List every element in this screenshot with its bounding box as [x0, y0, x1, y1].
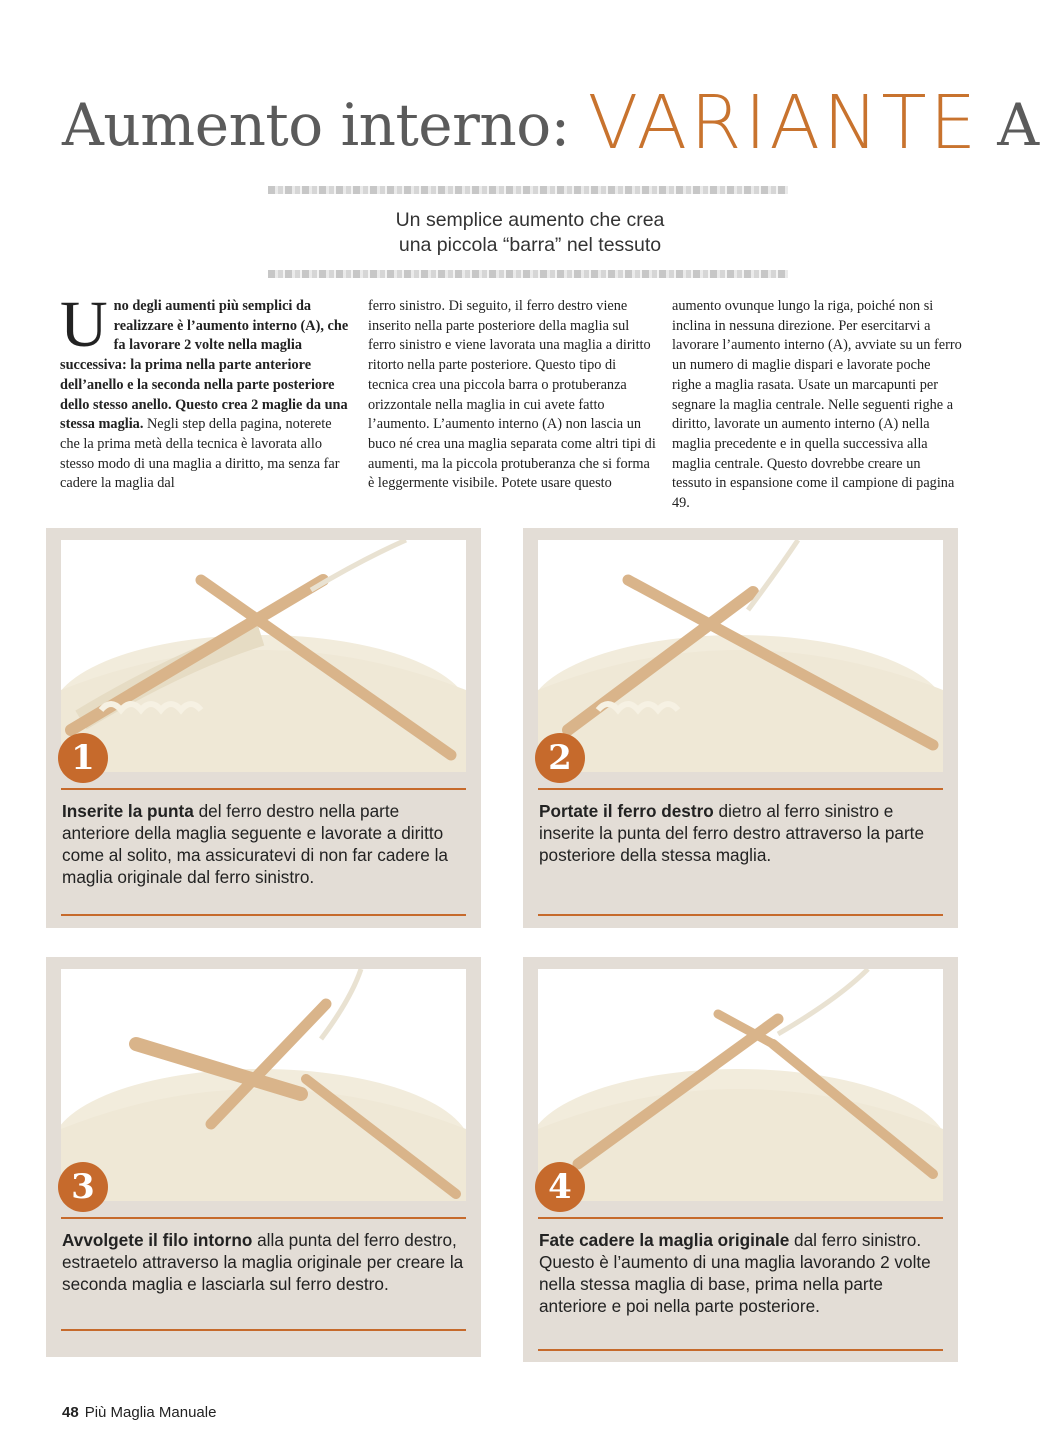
step-photo-1: [61, 540, 466, 772]
title-accent: VARIANTE: [587, 80, 980, 166]
body-column-1: [60, 288, 350, 494]
step-number-badge: 3: [58, 1162, 108, 1212]
decorative-rule-top: [268, 186, 788, 194]
title-main: Aumento interno:: [62, 91, 570, 159]
intro-text: Negli step della pagina, noterete che la prima metà della tecnica è lavorata allo stesso modo di una maglia a diritto, ma senza far cadere la maglia dal: [60, 416, 340, 492]
page-title: [62, 80, 1039, 166]
step-photo-4: [538, 969, 943, 1201]
step-card-1: [46, 528, 481, 928]
drop-cap: U: [60, 288, 108, 361]
step-caption-bold: Portate il ferro destro: [539, 801, 714, 821]
step-card-4: [523, 957, 958, 1362]
knitting-illustration-1: [61, 540, 466, 772]
step-caption-3: [62, 1229, 464, 1295]
step-photo-2: [538, 540, 943, 772]
orange-divider: [538, 914, 943, 916]
knitting-illustration-3: [61, 969, 466, 1201]
step-caption-text: dal ferro sinistro. Questo è l’aumento di una maglia lavorando 2 volte nella stessa maglia di base, prima nella parte anteriore e poi nella parte posteriore.: [539, 1230, 931, 1316]
step-caption-bold: Avvolgete il filo intorno: [62, 1230, 253, 1250]
step-caption-text: alla punta del ferro destro, estraetelo attraverso la maglia originale per creare la seconda maglia e lasciarla sul ferro destro.: [62, 1230, 464, 1294]
step-number-badge: 1: [58, 733, 108, 783]
step-caption-text: dietro al ferro sinistro e inserite la punta del ferro destro attraverso la parte posteriore della stessa maglia.: [539, 801, 925, 865]
step-caption-bold: Fate cadere la maglia originale: [539, 1230, 790, 1250]
knitting-illustration-2: [538, 540, 943, 772]
knitting-illustration-4: [538, 969, 943, 1201]
page-footer: [62, 1404, 216, 1421]
step-caption-2: [539, 800, 941, 866]
subtitle-line-1: Un semplice aumento che crea: [395, 209, 665, 231]
intro-bold-text: no degli aumenti più semplici da realizzare è l’aumento interno (A), che fa lavorare 2 volte nella maglia successiva: la prima nella parte anteriore dell’anello e la seconda nella parte posteriore dello stesso anello. Questo crea 2 maglie da una stessa maglia.: [60, 298, 349, 433]
step-number-badge: 2: [535, 733, 585, 783]
orange-divider: [61, 788, 466, 790]
orange-divider: [538, 1217, 943, 1219]
orange-divider: [61, 1217, 466, 1219]
step-caption-1: [62, 800, 464, 888]
orange-divider: [538, 1349, 943, 1351]
step-number-badge: 4: [535, 1162, 585, 1212]
body-column-3: aumento ovunque lungo la riga, poiché non si inclina in nessuna direzione. Per esercitarvi a lavorare l’aumento interno (A), avviate su un ferro un numero di maglie dispari e lavorate poche righe a maglia rasata. Usate un marcapunti per segnare la maglia centrale. Nelle seguenti righe a diritto, lavorate un aumento interno (A) nella maglia precedente e in quella successiva alla maglia centrale. Questo dovrebbe creare un tessuto in espansione come il campione di pagina 49.: [672, 298, 962, 512]
step-card-3: [46, 957, 481, 1357]
orange-divider: [61, 1329, 466, 1331]
step-card-2: [523, 528, 958, 928]
orange-divider: [538, 788, 943, 790]
step-caption-bold: Inserite la punta: [62, 801, 194, 821]
subtitle-line-2: una piccola “barra” nel tessuto: [398, 234, 662, 256]
magazine-name: Più Maglia Manuale: [84, 1404, 217, 1421]
step-caption-text: del ferro destro nella parte anteriore della maglia seguente e lavorate a diritto come al solito, ma assicuratevi di non far cadere la maglia originale dal ferro sinistro.: [62, 801, 448, 887]
step-caption-4: [539, 1229, 941, 1317]
subtitle: [300, 208, 760, 258]
orange-divider: [61, 914, 466, 916]
decorative-rule-bottom: [268, 270, 788, 278]
page-number: 48: [62, 1404, 79, 1421]
title-letter: A: [997, 91, 1039, 159]
body-column-2: ferro sinistro. Di seguito, il ferro destro viene inserito nella parte posteriore della maglia sul ferro sinistro e viene lavorata una maglia a diritto ritorto nella parte posteriore. Questo tipo di tecnica crea una piccola barra o protuberanza orizzontale nella maglia in cui avete fatto l’aumento. L’aumento interno (A) non lascia un buco né crea una maglia separata come altri tipi di aumenti, ma la piccola protuberanza che si forma è leggermente visibile. Potete usare questo: [368, 298, 656, 492]
step-photo-3: [61, 969, 466, 1201]
